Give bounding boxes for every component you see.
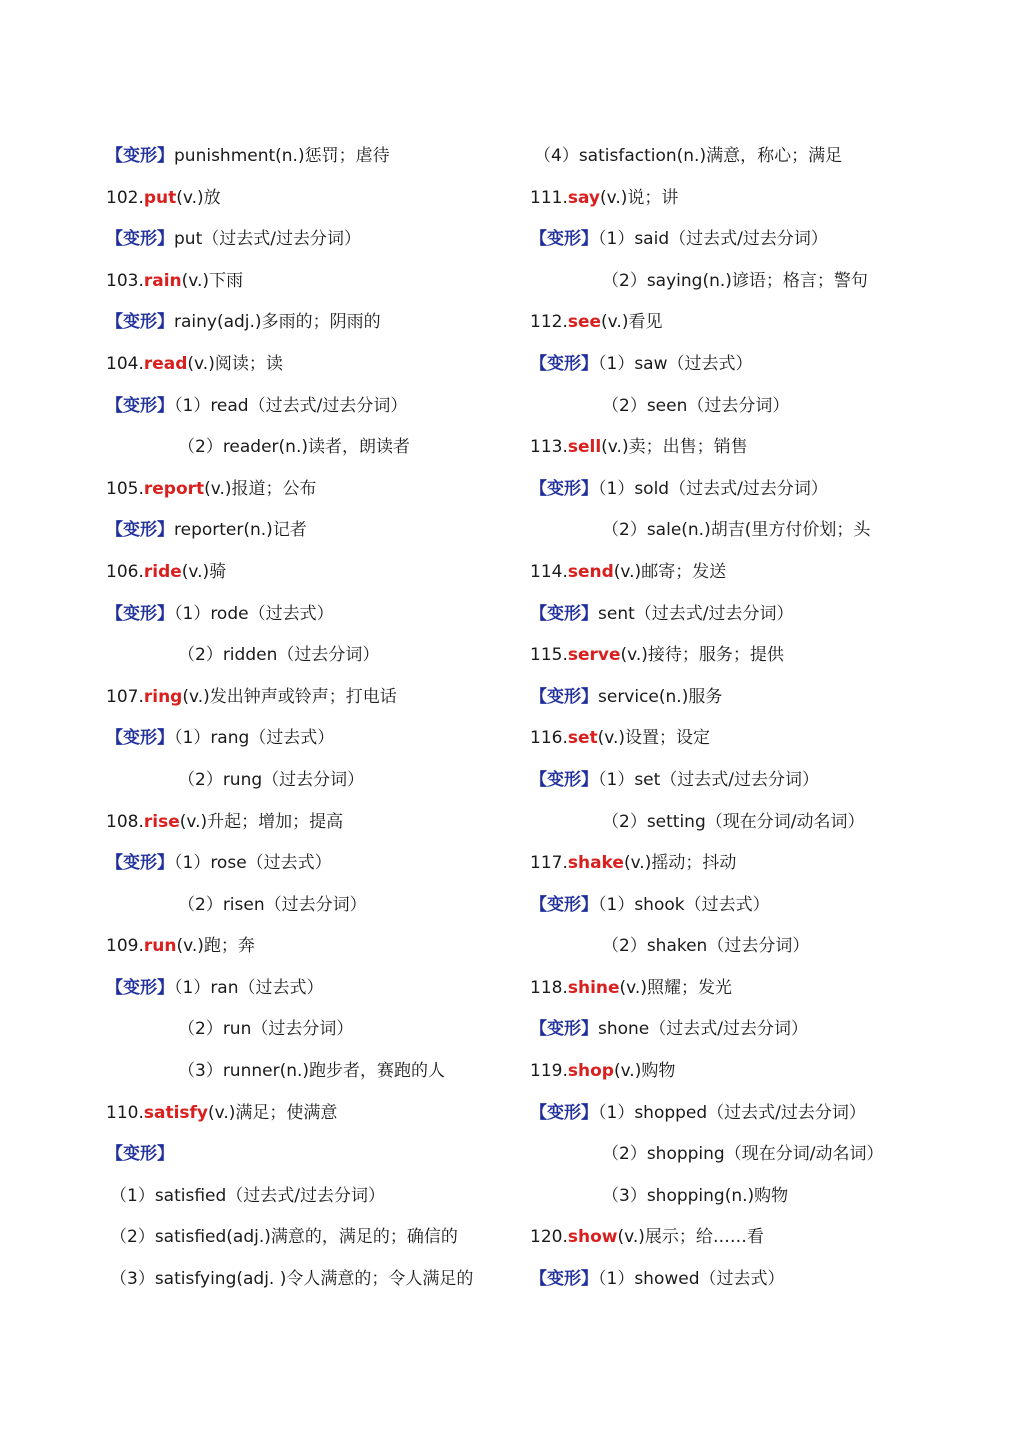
- variant-tag: 【变形】: [530, 229, 598, 250]
- definition: (v.)跑；奔: [176, 936, 255, 957]
- headword: rise: [143, 811, 180, 832]
- entry-number: 106.: [106, 561, 144, 582]
- headword: ring: [143, 686, 183, 707]
- variant-subline: （2）rung（过去分词）: [178, 769, 365, 790]
- definition: (v.)邮寄；发送: [613, 561, 727, 582]
- definition: (v.)发出钟声或铃声；打电话: [182, 686, 397, 707]
- definition: (v.)看见: [601, 312, 663, 333]
- variant-line: [106, 843, 516, 885]
- variant-tag: 【变形】: [106, 312, 174, 333]
- entry-number: 118.: [530, 977, 568, 998]
- variant-line: [106, 968, 516, 1010]
- headword: serve: [567, 645, 621, 666]
- variant-text: （1）showed（过去式）: [598, 1269, 785, 1290]
- entry-number: 116.: [530, 728, 568, 749]
- variant-text: （1）read（过去式/过去分词）: [174, 395, 408, 416]
- variant-subline: （2）risen（过去分词）: [178, 894, 367, 915]
- variant-text: service(n.)服务: [598, 686, 723, 707]
- variant-text: sent（过去式/过去分词）: [598, 603, 794, 624]
- variant-text: （1）rode（过去式）: [174, 603, 334, 624]
- variant-text: rainy(adj.)多雨的；阴雨的: [174, 312, 381, 333]
- variant-tag: 【变形】: [106, 146, 174, 166]
- variant-plain-line: （3）satisfying(adj. )令人满意的；令人满足的: [110, 1269, 474, 1290]
- definition: (v.)升起；增加；提高: [179, 811, 344, 832]
- entry-number: 108.: [106, 811, 144, 832]
- variant-line: [530, 1259, 970, 1301]
- variant-text: （1）saw（过去式）: [598, 353, 753, 374]
- variant-line: [106, 386, 516, 428]
- variant-line: [530, 677, 970, 719]
- entry-number: 105.: [106, 478, 144, 499]
- variant-tag: 【变形】: [530, 353, 598, 374]
- headword: set: [567, 728, 598, 749]
- variant-subline: （2）reader(n.)读者，朗读者: [178, 437, 410, 458]
- variant-line: [530, 1009, 970, 1051]
- variant-text: （1）sold（过去式/过去分词）: [598, 478, 828, 499]
- entry-number: 117.: [530, 853, 568, 874]
- entry-number: 102.: [106, 187, 144, 208]
- headword: read: [143, 353, 188, 374]
- variant-tag: 【变形】: [530, 603, 598, 624]
- vocab-entry: [106, 552, 516, 594]
- headword: report: [143, 478, 205, 499]
- headword: sell: [567, 437, 602, 458]
- headword: put: [143, 187, 177, 208]
- variant-line: [530, 760, 970, 802]
- variant-tag: 【变形】: [106, 603, 174, 624]
- variant-line: [106, 302, 516, 344]
- variant-tag: 【变形】: [106, 853, 174, 874]
- headword: send: [567, 561, 614, 582]
- entry-number: 111.: [530, 187, 568, 208]
- variant-text: （1）ran（过去式）: [174, 977, 324, 998]
- entry-number: 112.: [530, 312, 568, 333]
- definition: (v.)报道；公布: [204, 478, 317, 499]
- variant-subline: （2）seen（过去分词）: [602, 395, 790, 416]
- variant-subline: （2）setting（现在分词/动名词）: [602, 811, 865, 832]
- entry-number: 115.: [530, 645, 568, 666]
- variant-subline: （2）shaken（过去分词）: [602, 936, 810, 957]
- variant-subline: （2）run（过去分词）: [178, 1019, 354, 1040]
- vocab-entry: [530, 1051, 970, 1093]
- variant-plain-line: （1）satisfied（过去式/过去分词）: [110, 1185, 386, 1206]
- vocab-entry: [106, 178, 516, 220]
- variant-tag: 【变形】: [106, 395, 174, 416]
- headword: shake: [567, 853, 624, 874]
- variant-subline: （2）saying(n.)谚语；格言；警句: [602, 270, 868, 291]
- variant-plain-line: （2）satisfied(adj.)满意的，满足的；确信的: [110, 1227, 458, 1248]
- variant-line: [106, 219, 516, 261]
- variant-tag: 【变形】: [106, 977, 174, 998]
- variant-line: [106, 136, 516, 178]
- entry-number: 107.: [106, 686, 144, 707]
- variant-tag: 【变形】: [530, 769, 598, 790]
- variant-tag: 【变形】: [530, 478, 598, 499]
- vocab-entry: [106, 926, 516, 968]
- variant-plain-line: （4）satisfaction(n.)满意，称心；满足: [534, 146, 843, 166]
- headword: ride: [143, 561, 182, 582]
- definition: (v.)骑: [181, 561, 227, 582]
- headword: say: [567, 187, 601, 208]
- variant-line: [530, 594, 970, 636]
- variant-line: [530, 469, 970, 511]
- definition: (v.)卖；出售；销售: [601, 437, 748, 458]
- variant-tag: 【变形】: [106, 229, 174, 250]
- variant-subline: （2）shopping（现在分词/动名词）: [602, 1144, 884, 1165]
- variant-text: （1）said（过去式/过去分词）: [598, 229, 828, 250]
- headword: rain: [143, 270, 182, 291]
- entry-number: 110.: [106, 1102, 144, 1123]
- variant-tag: 【变形】: [106, 520, 174, 541]
- variant-text: reporter(n.)记者: [174, 520, 307, 541]
- vocab-entry: [106, 677, 516, 719]
- vocab-entry: [530, 427, 970, 469]
- variant-tag: 【变形】: [530, 1102, 598, 1123]
- variant-subline: （2）ridden（过去分词）: [178, 645, 380, 666]
- definition: (v.)设置；设定: [597, 728, 711, 749]
- variant-subline: （3）shopping(n.)购物: [602, 1185, 789, 1206]
- variant-tag: 【变形】: [530, 894, 598, 915]
- definition: (v.)摇动；抖动: [623, 853, 737, 874]
- entry-number: 120.: [530, 1227, 568, 1248]
- variant-text: （1）rang（过去式）: [174, 728, 335, 749]
- vocab-entry: [530, 843, 970, 885]
- variant-line: [106, 510, 516, 552]
- entry-number: 114.: [530, 561, 568, 582]
- headword: see: [567, 312, 602, 333]
- variant-subline: （2）sale(n.)胡吉(里方付价划；头: [602, 520, 871, 541]
- variant-tag: 【变形】: [106, 1144, 174, 1165]
- vocab-entry: [106, 1093, 516, 1135]
- vocab-entry: [530, 968, 970, 1010]
- vocab-entry: [106, 469, 516, 511]
- variant-line: [106, 1134, 516, 1176]
- variant-tag: 【变形】: [106, 728, 174, 749]
- definition: (v.)接待；服务；提供: [620, 645, 784, 666]
- headword: shine: [567, 977, 620, 998]
- definition: (v.)阅读；读: [187, 353, 283, 374]
- variant-line: [530, 1093, 970, 1135]
- variant-text: （1）shook（过去式）: [598, 894, 770, 915]
- entry-number: 119.: [530, 1061, 568, 1082]
- definition: (v.)放: [176, 187, 221, 208]
- variant-tag: 【变形】: [530, 686, 598, 707]
- variant-line: [106, 718, 516, 760]
- headword: show: [567, 1227, 618, 1248]
- vocab-entry: [530, 178, 970, 220]
- headword: shop: [567, 1061, 614, 1082]
- variant-text: （1）set（过去式/过去分词）: [598, 769, 820, 790]
- vocab-entry: [530, 552, 970, 594]
- variant-text: punishment(n.)惩罚；虐待: [174, 146, 390, 166]
- definition: (v.)说；讲: [600, 187, 679, 208]
- entry-number: 113.: [530, 437, 568, 458]
- vocab-entry: [106, 261, 516, 303]
- variant-text: （1）rose（过去式）: [174, 853, 332, 874]
- headword: satisfy: [143, 1102, 208, 1123]
- variant-tag: 【变形】: [530, 1269, 598, 1290]
- definition: (v.)购物: [613, 1061, 676, 1082]
- definition: (v.)满足；使满意: [208, 1102, 338, 1123]
- headword: run: [143, 936, 177, 957]
- variant-line: [530, 344, 970, 386]
- definition: (v.)展示；给……看: [617, 1227, 764, 1248]
- vocab-entry: [106, 802, 516, 844]
- definition: (v.)下雨: [181, 270, 244, 291]
- entry-number: 103.: [106, 270, 144, 291]
- entry-number: 104.: [106, 353, 144, 374]
- entry-number: 109.: [106, 936, 144, 957]
- variant-line: [530, 219, 970, 261]
- definition: (v.)照耀；发光: [619, 977, 732, 998]
- variant-text: （1）shopped（过去式/过去分词）: [598, 1102, 866, 1123]
- variant-text: put（过去式/过去分词）: [174, 229, 361, 250]
- variant-line: [106, 594, 516, 636]
- vocab-entry: [106, 344, 516, 386]
- variant-line: [530, 885, 970, 927]
- variant-tag: 【变形】: [530, 1019, 598, 1040]
- vocab-entry: [530, 1217, 970, 1259]
- variant-subline: （3）runner(n.)跑步者，赛跑的人: [178, 1061, 446, 1082]
- variant-text: shone（过去式/过去分词）: [598, 1019, 808, 1040]
- left-column: [106, 136, 516, 1301]
- vocab-entry: [530, 302, 970, 344]
- vocab-entry: [530, 718, 970, 760]
- vocab-entry: [530, 635, 970, 677]
- right-column: [530, 136, 970, 1301]
